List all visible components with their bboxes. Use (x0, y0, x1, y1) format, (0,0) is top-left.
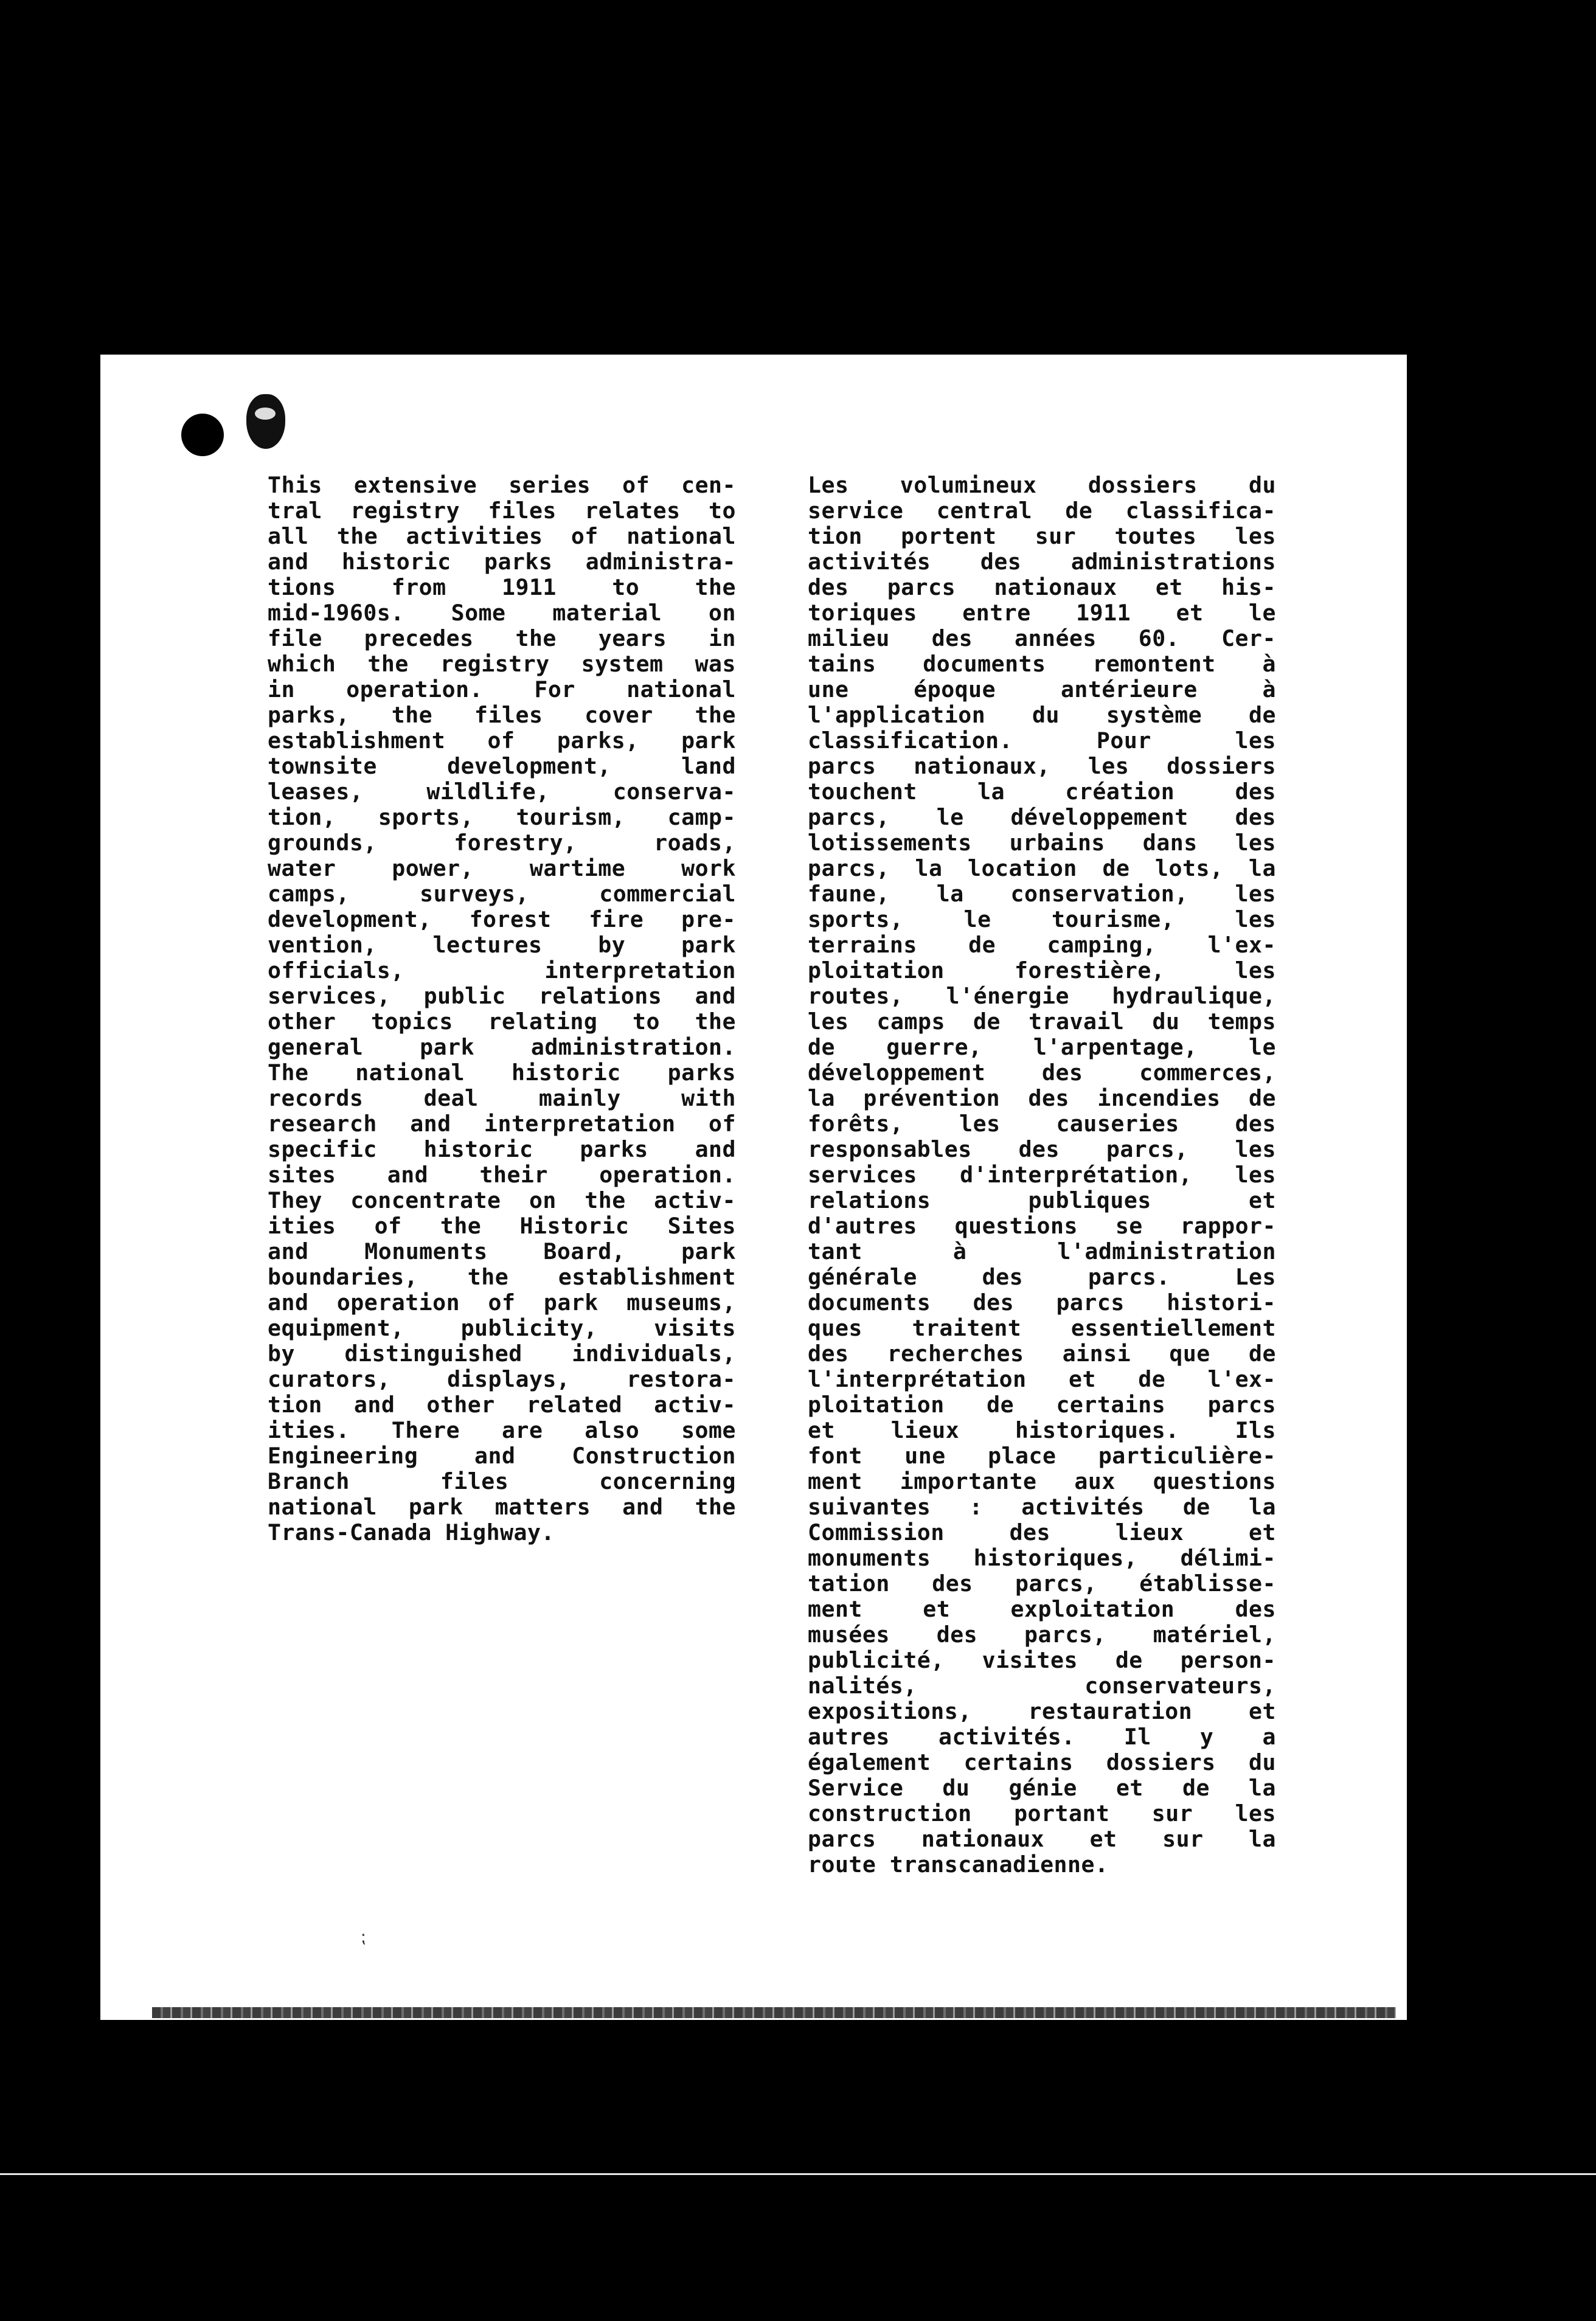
french-text-line: une époque antérieure à (808, 676, 1276, 703)
english-text-line: tion, sports, tourism, camp- (268, 804, 736, 830)
french-text-line: parcs, le développement des (808, 804, 1276, 830)
french-text-line: des parcs nationaux et his- (808, 574, 1276, 600)
english-text-line: records deal mainly with (268, 1085, 736, 1111)
french-text-line: monuments historiques, délimi- (808, 1545, 1276, 1571)
english-text-line: ities of the Historic Sites (268, 1213, 736, 1239)
french-text-line: service central de classifica- (808, 498, 1276, 524)
english-text-line: camps, surveys, commercial (268, 881, 736, 907)
french-text-line: des recherches ainsi que de (808, 1341, 1276, 1367)
french-text-line: musées des parcs, matériel, (808, 1622, 1276, 1648)
english-text-line: This extensive series of cen- (268, 472, 736, 498)
french-text-line: toriques entre 1911 et le (808, 600, 1276, 626)
english-text-line: general park administration. (268, 1034, 736, 1060)
french-text-line: faune, la conservation, les (808, 881, 1276, 907)
french-text-line: ment importante aux questions (808, 1468, 1276, 1494)
french-text-line: et lieux historiques. Ils (808, 1417, 1276, 1443)
english-text-line: services, public relations and (268, 983, 736, 1009)
english-text-line: specific historic parks and (268, 1136, 736, 1162)
english-text-line: vention, lectures by park (268, 932, 736, 958)
french-text-line: d'autres questions se rappor- (808, 1213, 1276, 1239)
english-text-line: parks, the files cover the (268, 702, 736, 728)
french-text-line: développement des commerces, (808, 1060, 1276, 1086)
punch-hole (181, 414, 224, 456)
french-text-line: services d'interprétation, les (808, 1162, 1276, 1188)
french-text-line: route transcanadienne. (808, 1851, 1109, 1878)
french-text-line: classification. Pour les (808, 727, 1276, 754)
french-text-line: construction portant sur les (808, 1800, 1276, 1827)
english-text-line: tions from 1911 to the (268, 574, 736, 600)
english-text-line: Branch files concerning (268, 1468, 736, 1494)
english-text-line: and Monuments Board, park (268, 1238, 736, 1265)
stray-mark: ⁏ (360, 1927, 366, 1947)
french-text-line: touchent la création des (808, 779, 1276, 805)
english-text-line: and historic parks administra- (268, 549, 736, 575)
french-text-line: tant à l'administration (808, 1238, 1276, 1265)
french-text-line: nalités, conservateurs, (808, 1673, 1276, 1699)
english-text-line: tral registry files relates to (268, 498, 736, 524)
french-text-line: Commission des lieux et (808, 1519, 1276, 1546)
french-text-line: parcs nationaux et sur la (808, 1826, 1276, 1852)
english-text-line: research and interpretation of (268, 1111, 736, 1137)
english-text-line: file precedes the years in (268, 625, 736, 651)
french-text-line: lotissements urbains dans les (808, 830, 1276, 856)
french-text-line: ploitation forestière, les (808, 957, 1276, 984)
french-text-line: relations publiques et (808, 1187, 1276, 1213)
page-edge-scan-artifact (152, 2007, 1396, 2018)
english-text-line: townsite development, land (268, 753, 736, 779)
english-text-line: officials, interpretation (268, 957, 736, 984)
french-text-line: publicité, visites de person- (808, 1647, 1276, 1673)
english-text-line: mid-1960s. Some material on (268, 600, 736, 626)
french-text-line: ploitation de certains parcs (808, 1392, 1276, 1418)
french-text-line: de guerre, l'arpentage, le (808, 1034, 1276, 1060)
french-text-line: responsables des parcs, les (808, 1136, 1276, 1162)
french-text-line: également certains dossiers du (808, 1749, 1276, 1775)
english-text-line: and operation of park museums, (268, 1289, 736, 1316)
french-text-line: terrains de camping, l'ex- (808, 932, 1276, 958)
english-text-line: leases, wildlife, conserva- (268, 779, 736, 805)
french-text-line: activités des administrations (808, 549, 1276, 575)
english-text-line: Engineering and Construction (268, 1443, 736, 1469)
english-text-line: development, forest fire pre- (268, 906, 736, 932)
french-text-line: sports, le tourisme, les (808, 906, 1276, 932)
english-text-line: equipment, publicity, visits (268, 1315, 736, 1341)
french-text-line: autres activités. Il y a (808, 1724, 1276, 1750)
english-text-line: sites and their operation. (268, 1162, 736, 1188)
french-text-line: tains documents remontent à (808, 651, 1276, 677)
french-text-line: forêts, les causeries des (808, 1111, 1276, 1137)
french-text-line: Les volumineux dossiers du (808, 472, 1276, 498)
french-text-line: tation des parcs, établisse- (808, 1570, 1276, 1597)
french-text-line: documents des parcs histori- (808, 1289, 1276, 1316)
french-text-line: font une place particulière- (808, 1443, 1276, 1469)
french-text-line: milieu des années 60. Cer- (808, 625, 1276, 651)
french-text-line: l'application du système de (808, 702, 1276, 728)
french-text-line: suivantes : activités de la (808, 1494, 1276, 1520)
french-text-line: l'interprétation et de l'ex- (808, 1366, 1276, 1392)
french-text-line: routes, l'énergie hydraulique, (808, 983, 1276, 1009)
french-column (808, 473, 1276, 1878)
french-text-line: générale des parcs. Les (808, 1264, 1276, 1290)
french-text-line: Service du génie et de la (808, 1775, 1276, 1801)
english-column (268, 473, 736, 1546)
english-text-line: by distinguished individuals, (268, 1341, 736, 1367)
english-text-line: all the activities of national (268, 523, 736, 549)
french-text-line: les camps de travail du temps (808, 1008, 1276, 1035)
english-text-line: which the registry system was (268, 651, 736, 677)
english-text-line: water power, wartime work (268, 855, 736, 881)
english-text-line: other topics relating to the (268, 1008, 736, 1035)
english-text-line: They concentrate on the activ- (268, 1187, 736, 1213)
french-text-line: ment et exploitation des (808, 1596, 1276, 1622)
french-text-line: parcs nationaux, les dossiers (808, 753, 1276, 779)
english-text-line: curators, displays, restora- (268, 1366, 736, 1392)
english-text-line: tion and other related activ- (268, 1392, 736, 1418)
english-text-line: The national historic parks (268, 1060, 736, 1086)
french-text-line: expositions, restauration et (808, 1698, 1276, 1724)
english-text-line: Trans-Canada Highway. (268, 1519, 555, 1546)
french-text-line: la prévention des incendies de (808, 1085, 1276, 1111)
french-text-line: ques traitent essentiellement (808, 1315, 1276, 1341)
english-text-line: grounds, forestry, roads, (268, 830, 736, 856)
english-text-line: ities. There are also some (268, 1417, 736, 1443)
punch-hole-torn (246, 394, 285, 449)
english-text-line: national park matters and the (268, 1494, 736, 1520)
french-text-line: parcs, la location de lots, la (808, 855, 1276, 881)
english-text-line: boundaries, the establishment (268, 1264, 736, 1290)
french-text-line: tion portent sur toutes les (808, 523, 1276, 549)
scanner-edge-line (0, 2173, 1596, 2175)
english-text-line: in operation. For national (268, 676, 736, 703)
english-text-line: establishment of parks, park (268, 727, 736, 754)
